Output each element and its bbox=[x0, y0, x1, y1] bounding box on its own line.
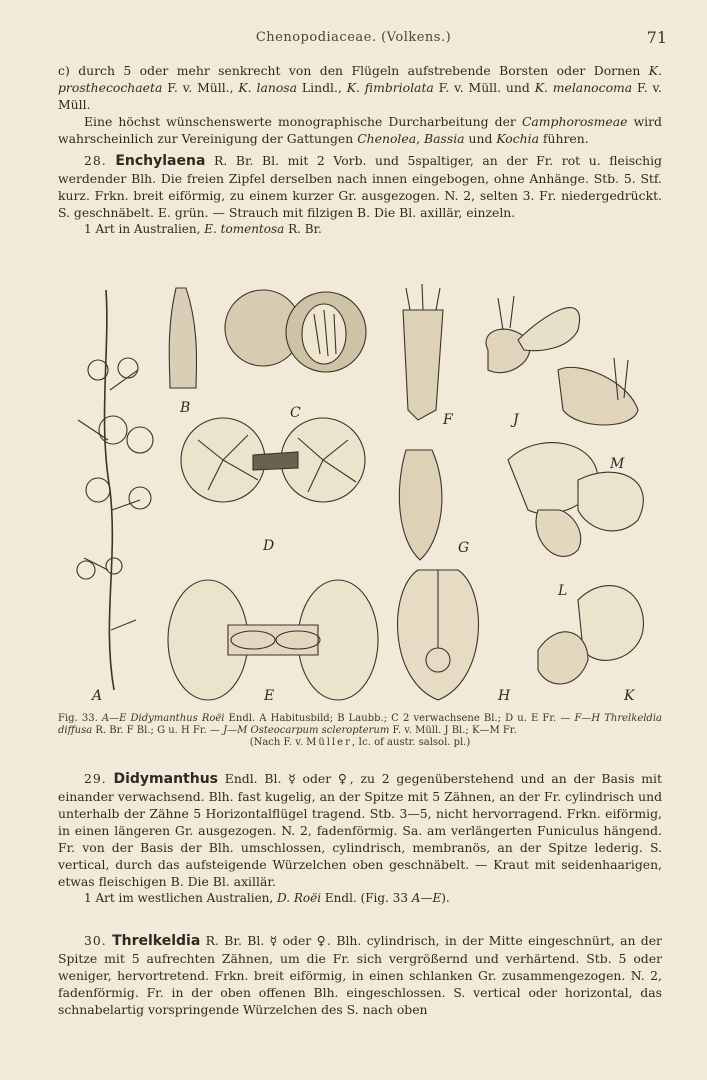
species-name: K. melanocoma bbox=[534, 80, 633, 95]
figure-label: M bbox=[610, 456, 625, 472]
figure-label: D bbox=[263, 538, 275, 554]
stem-drawing bbox=[105, 290, 114, 690]
text: F. v. Müll., bbox=[162, 80, 239, 95]
figure-label: K bbox=[624, 688, 635, 704]
species-name: E. tomentosa bbox=[204, 222, 285, 236]
species-name: K. lanosa bbox=[238, 80, 298, 95]
text: führen. bbox=[538, 131, 589, 146]
genus-number: 29. bbox=[84, 771, 107, 786]
caption-taxon: A—E Didymanthus Roëi bbox=[101, 713, 225, 724]
genus-name: Enchylaena bbox=[115, 153, 206, 169]
figure-reference: A—E bbox=[411, 891, 442, 905]
running-head: Chenopodiaceae. (Volkens.) bbox=[255, 30, 452, 45]
para-c-text: c) durch 5 oder mehr senkrecht von den Flügeln aufstrebende Borsten oder Dornen bbox=[58, 63, 649, 78]
figure-label: C bbox=[290, 405, 301, 421]
genus-name: Threlkeldia bbox=[112, 933, 201, 949]
taxon-name: Kochia bbox=[496, 131, 539, 146]
genus-number: 30. bbox=[84, 933, 107, 948]
text: , Ic. of austr. salsol. pl.) bbox=[351, 737, 471, 748]
species-name: K. prosthecochaeta bbox=[58, 63, 662, 95]
figure-label: G bbox=[458, 540, 470, 556]
page-number: 71 bbox=[646, 28, 667, 47]
taxon-name: Camphorosmeae bbox=[521, 114, 628, 129]
habit-flowers bbox=[77, 358, 153, 579]
fruit-d bbox=[181, 418, 365, 502]
species-name: K. fimbriolata bbox=[346, 80, 434, 95]
text: wird wahrscheinlich zur Vereinigung der Gattungen bbox=[58, 114, 662, 146]
text: 1 Art in Australien, bbox=[84, 222, 205, 236]
text: A Habitusbild; B Laubb.; C 2 verwachsene Bl.; D u. E Fr. — bbox=[259, 713, 575, 724]
genus-30-entry bbox=[58, 932, 662, 1018]
figure-label: B bbox=[180, 400, 191, 416]
caption-taxon: J—M Osteocarpum scleropterum bbox=[223, 725, 390, 736]
taxon-name: Chenolea, Bassia bbox=[357, 131, 465, 146]
figure-33-illustration bbox=[58, 270, 662, 710]
genus-description: R. Br. Bl. mit 2 Vorb. und 5spaltiger, an der Fr. rot u. fleischig werdender Blh. Die freien Zipfel derselben nach innen eingebogen, ohne Anhänge. Stb. 5. Stf. kurz. Frkn. breit eiförmig, zu einem kurzer Gr. ausgezogen. N. 2, selten 3. Fr. niedergedrückt. S. geschnäbelt. E. grün. — Strauch mit filzigen B. Die Bl. axillär, einzeln. bbox=[58, 153, 662, 220]
text: Eine höchst wünschenswerte monographische Durcharbeitung der bbox=[84, 114, 522, 129]
fruit-k bbox=[578, 586, 643, 661]
flower-f bbox=[403, 310, 443, 420]
fruit-e bbox=[168, 580, 378, 700]
text: R. Br. bbox=[284, 222, 322, 236]
leaf-b bbox=[169, 288, 196, 388]
monograph-paragraph bbox=[58, 113, 662, 147]
caption-source bbox=[58, 737, 662, 749]
genus-name: Didymanthus bbox=[113, 771, 219, 787]
text: Lindl., bbox=[297, 80, 347, 95]
text: F. v. Müll. J Bl.; K—M Fr. bbox=[389, 725, 517, 736]
text: R. Br. F Bl.; G u. H Fr. — bbox=[92, 725, 224, 736]
fruit-g bbox=[399, 450, 442, 560]
author-name: Müller bbox=[306, 737, 352, 748]
genus-number: 28. bbox=[84, 153, 107, 168]
caption-taxon: F—H Threlkeldia diffusa bbox=[58, 713, 662, 736]
genus-description: Endl. Bl. ☿ oder ♀, zu 2 gegenüberstehend und an der Basis mit einander verwachsend. Blh. fast kugelig, an der Spitze mit 5 Zähnen, an der Fr. cylindrisch und unterhalb der Zähne 5 Horizontalflügel tragend. Stb. 3—5, nicht hervorragend. Frkn. eiförmig, in einen längeren Gr. ausgezogen. N. 2, fadenförmig. Sa. am verlängerten Funiculus hängend. Fr. von der Basis der Blh. umschlossen, cylindrisch, membranös, an der Spitze lederig. S. vertical, durch das aufsteigende Würzelchen oben geschnäbelt. — Kraut mit seidenhaarigen, etwas fleischigen B. Die Bl. axillär. bbox=[58, 771, 662, 889]
text: ). bbox=[441, 891, 450, 905]
species-note bbox=[58, 890, 662, 907]
figure-caption bbox=[58, 713, 662, 749]
species-name: D. Roëi bbox=[277, 891, 322, 905]
text: (Nach F. v. bbox=[249, 737, 307, 748]
text: F. v. Müll. und bbox=[433, 80, 535, 95]
figure-label: L bbox=[558, 583, 568, 599]
text: Endl. (Fig. 33 bbox=[321, 891, 412, 905]
kochia-list-paragraph bbox=[58, 62, 662, 147]
figure-label: A bbox=[92, 688, 103, 704]
figure-label: F bbox=[443, 412, 453, 428]
species-note bbox=[58, 221, 662, 238]
genus-28-entry bbox=[58, 152, 662, 238]
botanical-illustration bbox=[58, 270, 662, 710]
text: und bbox=[464, 131, 497, 146]
text: Endl. bbox=[224, 713, 260, 724]
figure-number: Fig. 33. bbox=[58, 713, 102, 724]
figure-label: H bbox=[498, 688, 511, 704]
figure-label: E bbox=[264, 688, 275, 704]
figure-label: J bbox=[513, 412, 519, 428]
text: F. v. Müll. bbox=[58, 80, 662, 112]
genus-29-entry bbox=[58, 770, 662, 907]
text: 1 Art im westlichen Australien, bbox=[84, 891, 278, 905]
genus-description: R. Br. Bl. ☿ oder ♀. Blh. cylindrisch, in der Mitte eingeschnürt, an der Spitze mit 5 aufrechten Zähnen, um die Fr. sich vergrößernd und verhärtend. Stb. 5 oder weniger, hervortretend. Frkn. breit eiförmig, in einen schlanken Gr. zusammengezogen. N. 2, fadenförmig. Fr. in der oben offenen Blh. eingeschlossen. S. vertical oder horizontal, das schnabelartig vorspringende Würzelchen des S. nach oben bbox=[58, 933, 662, 1017]
